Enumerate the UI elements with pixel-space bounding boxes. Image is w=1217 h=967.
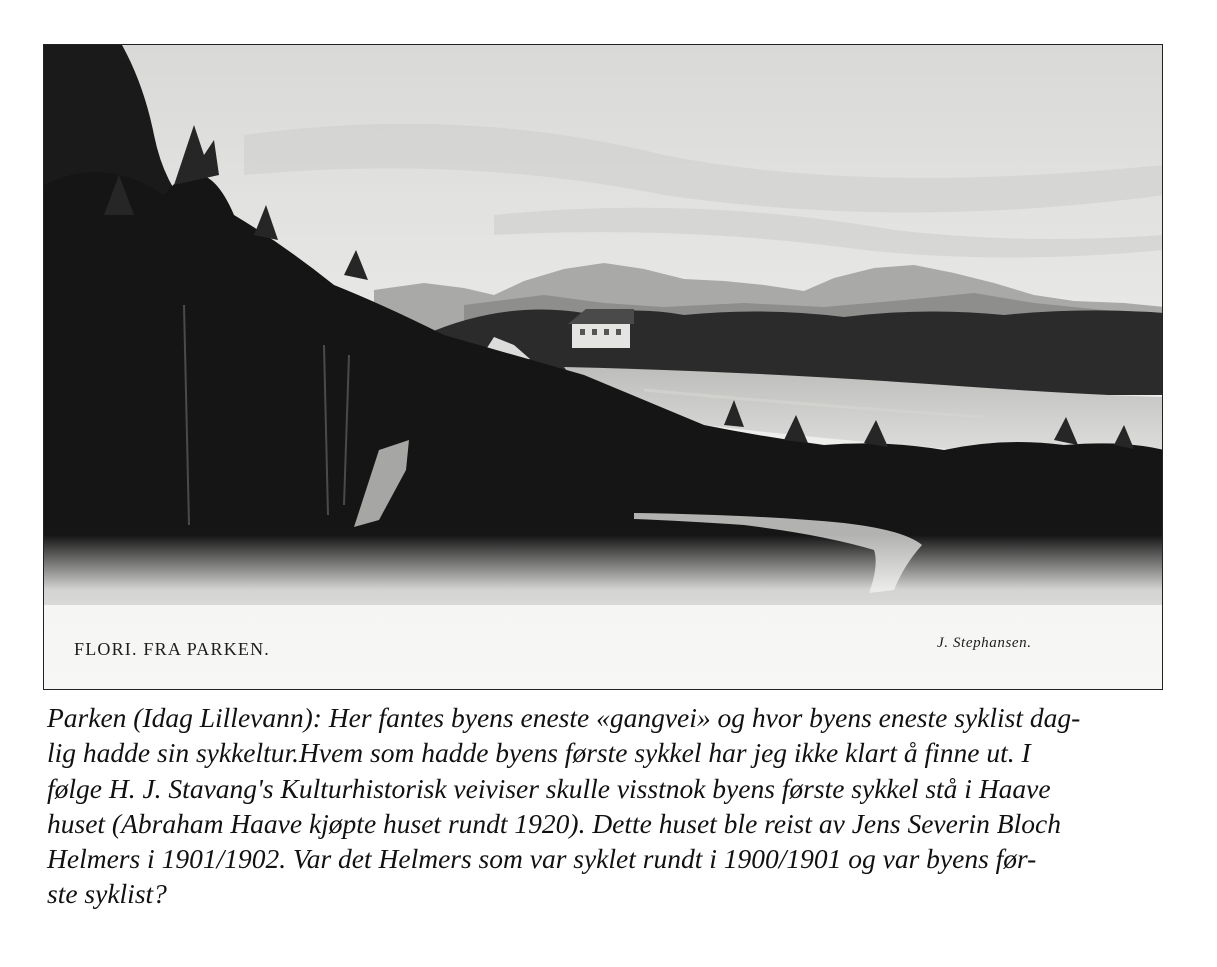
photographer-credit: J. Stephansen. bbox=[937, 635, 1032, 651]
photo-caption bbox=[47, 700, 1167, 912]
caption-line: følge H. J. Stavang's Kulturhistorisk veiviser skulle visstnok byens første sykkel stå i Haave bbox=[47, 772, 1051, 804]
caption-line: lig hadde sin sykkeltur.Hvem som hadde byens første sykkel har jeg ikke klart å finne ut. I bbox=[47, 737, 1031, 769]
caption-line: huset (Abraham Haave kjøpte huset rundt 1920). Dette huset ble reist av Jens Severin Bloch bbox=[47, 807, 1061, 839]
caption-line: Helmers i 1901/1902. Var det Helmers som var syklet rundt i 1900/1901 og var byens før- bbox=[47, 843, 1037, 875]
photo-title: FLORI. FRA PARKEN. bbox=[74, 639, 270, 659]
bottom-fade bbox=[44, 535, 1163, 690]
landscape-illustration bbox=[44, 45, 1163, 690]
caption-line: Parken (Idag Lillevann): Her fantes byens eneste «gangvei» og hvor byens eneste syklist dag- bbox=[47, 702, 1081, 733]
historical-photograph bbox=[43, 44, 1163, 690]
caption-line: ste syklist? bbox=[47, 878, 167, 910]
